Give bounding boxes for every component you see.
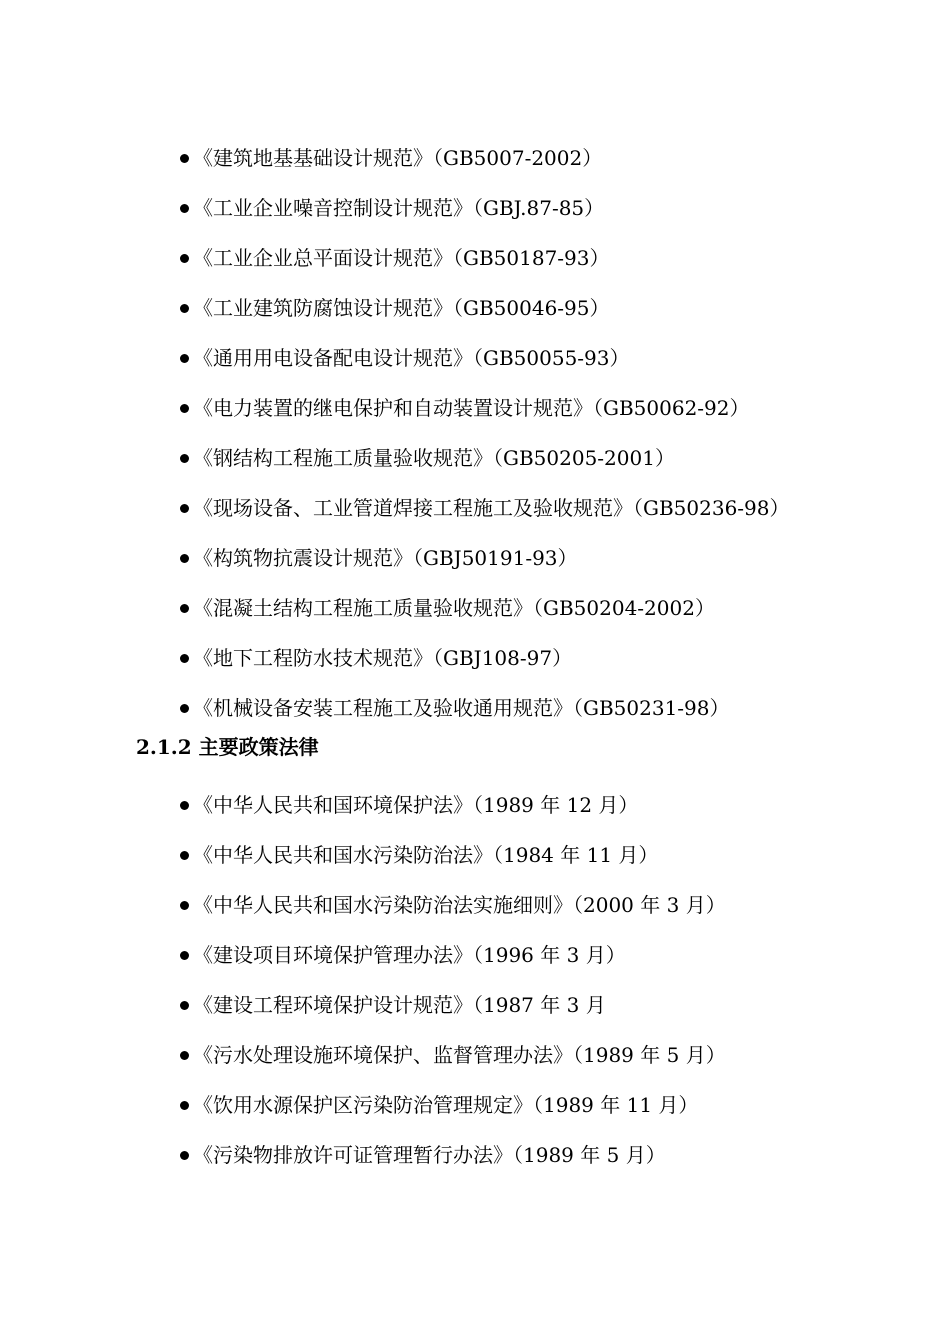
section-heading: 2.1.2 主要政策法律 — [136, 735, 319, 759]
list-item-text: 《工业企业噪音控制设计规范》（GBJ.87-85） — [193, 196, 605, 220]
list-item — [180, 980, 726, 1030]
bullet-icon — [180, 1001, 189, 1010]
list-item — [180, 583, 790, 633]
list-item-text: 《建筑地基基础设计规范》（GB5007-2002） — [193, 146, 603, 170]
list-item-text: 《建设工程环境保护设计规范》（1987 年 3 月 — [193, 993, 606, 1017]
list-item — [180, 533, 790, 583]
bullet-icon — [180, 801, 189, 810]
list-item-text: 《地下工程防水技术规范》（GBJ108-97） — [193, 646, 573, 670]
bullet-icon — [180, 1151, 189, 1160]
list-item-text: 《工业建筑防腐蚀设计规范》（GB50046-95） — [193, 296, 610, 320]
list-item-text: 《通用用电设备配电设计规范》（GB50055-93） — [193, 346, 630, 370]
list-item-text: 《中华人民共和国水污染防治法》（1984 年 11 月） — [193, 843, 659, 867]
list-item-text: 《现场设备、工业管道焊接工程施工及验收规范》（GB50236-98） — [193, 496, 790, 520]
list-item-text: 《中华人民共和国环境保护法》（1989 年 12 月） — [193, 793, 639, 817]
bullet-icon — [180, 704, 189, 713]
list-item — [180, 283, 790, 333]
list-item-text: 《混凝土结构工程施工质量验收规范》（GB50204-2002） — [193, 596, 715, 620]
policy-list — [180, 780, 726, 1180]
bullet-icon — [180, 304, 189, 313]
bullet-icon — [180, 454, 189, 463]
list-item-text: 《饮用水源保护区污染防治管理规定》（1989 年 11 月） — [193, 1093, 699, 1117]
bullet-icon — [180, 554, 189, 563]
bullet-icon — [180, 901, 189, 910]
list-item-text: 《构筑物抗震设计规范》（GBJ50191-93） — [193, 546, 578, 570]
list-item — [180, 1030, 726, 1080]
list-item-text: 《污染物排放许可证管理暂行办法》（1989 年 5 月） — [193, 1143, 666, 1167]
list-item — [180, 880, 726, 930]
bullet-icon — [180, 851, 189, 860]
list-item — [180, 683, 790, 733]
list-item — [180, 183, 790, 233]
list-item-text: 《污水处理设施环境保护、监督管理办法》（1989 年 5 月） — [193, 1043, 726, 1067]
list-item — [180, 930, 726, 980]
list-item — [180, 633, 790, 683]
list-item-text: 《钢结构工程施工质量验收规范》（GB50205-2001） — [193, 446, 675, 470]
list-item-text: 《中华人民共和国水污染防治法实施细则》（2000 年 3 月） — [193, 893, 726, 917]
list-item — [180, 433, 790, 483]
bullet-icon — [180, 604, 189, 613]
list-item — [180, 1130, 726, 1180]
list-item — [180, 830, 726, 880]
list-item — [180, 780, 726, 830]
bullet-icon — [180, 154, 189, 163]
bullet-icon — [180, 1051, 189, 1060]
list-item-text: 《电力装置的继电保护和自动装置设计规范》（GB50062-92） — [193, 396, 750, 420]
bullet-icon — [180, 354, 189, 363]
list-item — [180, 1080, 726, 1130]
bullet-icon — [180, 404, 189, 413]
list-item — [180, 233, 790, 283]
list-item — [180, 383, 790, 433]
list-item-text: 《工业企业总平面设计规范》（GB50187-93） — [193, 246, 610, 270]
list-item-text: 《机械设备安装工程施工及验收通用规范》（GB50231-98） — [193, 696, 730, 720]
list-item — [180, 333, 790, 383]
bullet-icon — [180, 654, 189, 663]
list-item — [180, 133, 790, 183]
standards-list — [180, 133, 790, 733]
bullet-icon — [180, 951, 189, 960]
list-item-text: 《建设项目环境保护管理办法》（1996 年 3 月） — [193, 943, 626, 967]
bullet-icon — [180, 504, 189, 513]
list-item — [180, 483, 790, 533]
bullet-icon — [180, 254, 189, 263]
bullet-icon — [180, 1101, 189, 1110]
bullet-icon — [180, 204, 189, 213]
